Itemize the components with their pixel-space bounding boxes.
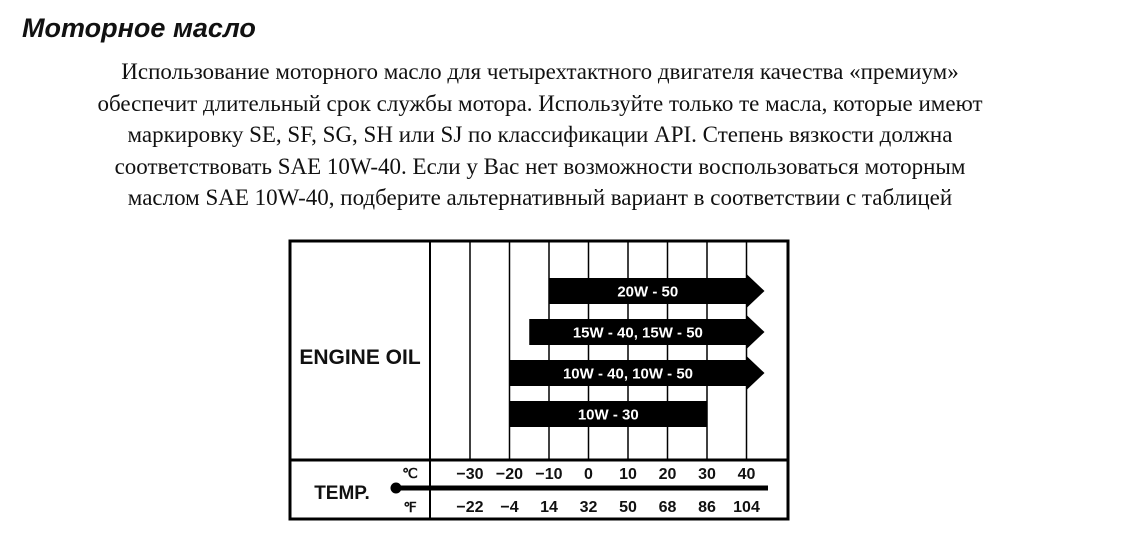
tick-label-celsius: −20 — [495, 466, 524, 483]
bar-label: 10W - 30 — [577, 406, 639, 424]
bar-label: 10W - 40, 10W - 50 — [562, 365, 694, 383]
tick-label-celsius: −10 — [535, 466, 563, 483]
unit-fahrenheit-label: ℉ — [403, 499, 417, 515]
tick-label-celsius: 0 — [584, 466, 593, 483]
tick-label-fahrenheit: 32 — [579, 499, 598, 516]
chart-bars — [510, 274, 765, 427]
tick-label-fahrenheit: 86 — [698, 499, 716, 516]
tick-label-fahrenheit: 50 — [619, 499, 637, 516]
unit-celsius-label: ℃ — [402, 465, 418, 481]
row-label-engine-oil: ENGINE OIL — [299, 346, 421, 369]
paragraph-line: соответствовать SAE 10W-40. Если у Вас нет возможности воспользоваться моторным — [114, 153, 966, 179]
bar-label: 15W - 40, 15W - 50 — [572, 324, 703, 342]
page-title: Моторное масло — [22, 13, 256, 43]
tick-label-celsius: 20 — [658, 466, 677, 483]
bar-label: 20W - 50 — [617, 283, 679, 301]
axis-label-temp: TEMP. — [314, 483, 370, 504]
paragraph-line: Использование моторного масло для четырехтактного двигателя качества «премиум» — [121, 59, 959, 84]
tick-label-fahrenheit: 104 — [733, 499, 760, 516]
tick-label-fahrenheit: −4 — [500, 499, 519, 516]
paragraph-line: маслом SAE 10W-40, подберите альтернативный вариант в соответствии с таблицей — [127, 185, 953, 210]
tick-label-celsius: 30 — [698, 466, 716, 483]
tick-label-fahrenheit: −22 — [456, 499, 484, 516]
paragraph-line: маркировку SE, SF, SG, SH или SJ по классификации API. Степень вязкости должна — [127, 122, 953, 147]
tick-label-fahrenheit: 68 — [658, 499, 677, 516]
paragraph-line: обеспечит длительный срок службы мотора. Используйте только те масла, которые имеют — [97, 90, 983, 116]
tick-label-celsius: 10 — [619, 466, 637, 483]
tick-label-celsius: 40 — [737, 466, 756, 483]
temperature-axis — [391, 466, 769, 516]
tick-label-celsius: −30 — [456, 466, 484, 483]
chart-gridlines — [470, 241, 747, 460]
tick-label-fahrenheit: 14 — [540, 499, 558, 516]
